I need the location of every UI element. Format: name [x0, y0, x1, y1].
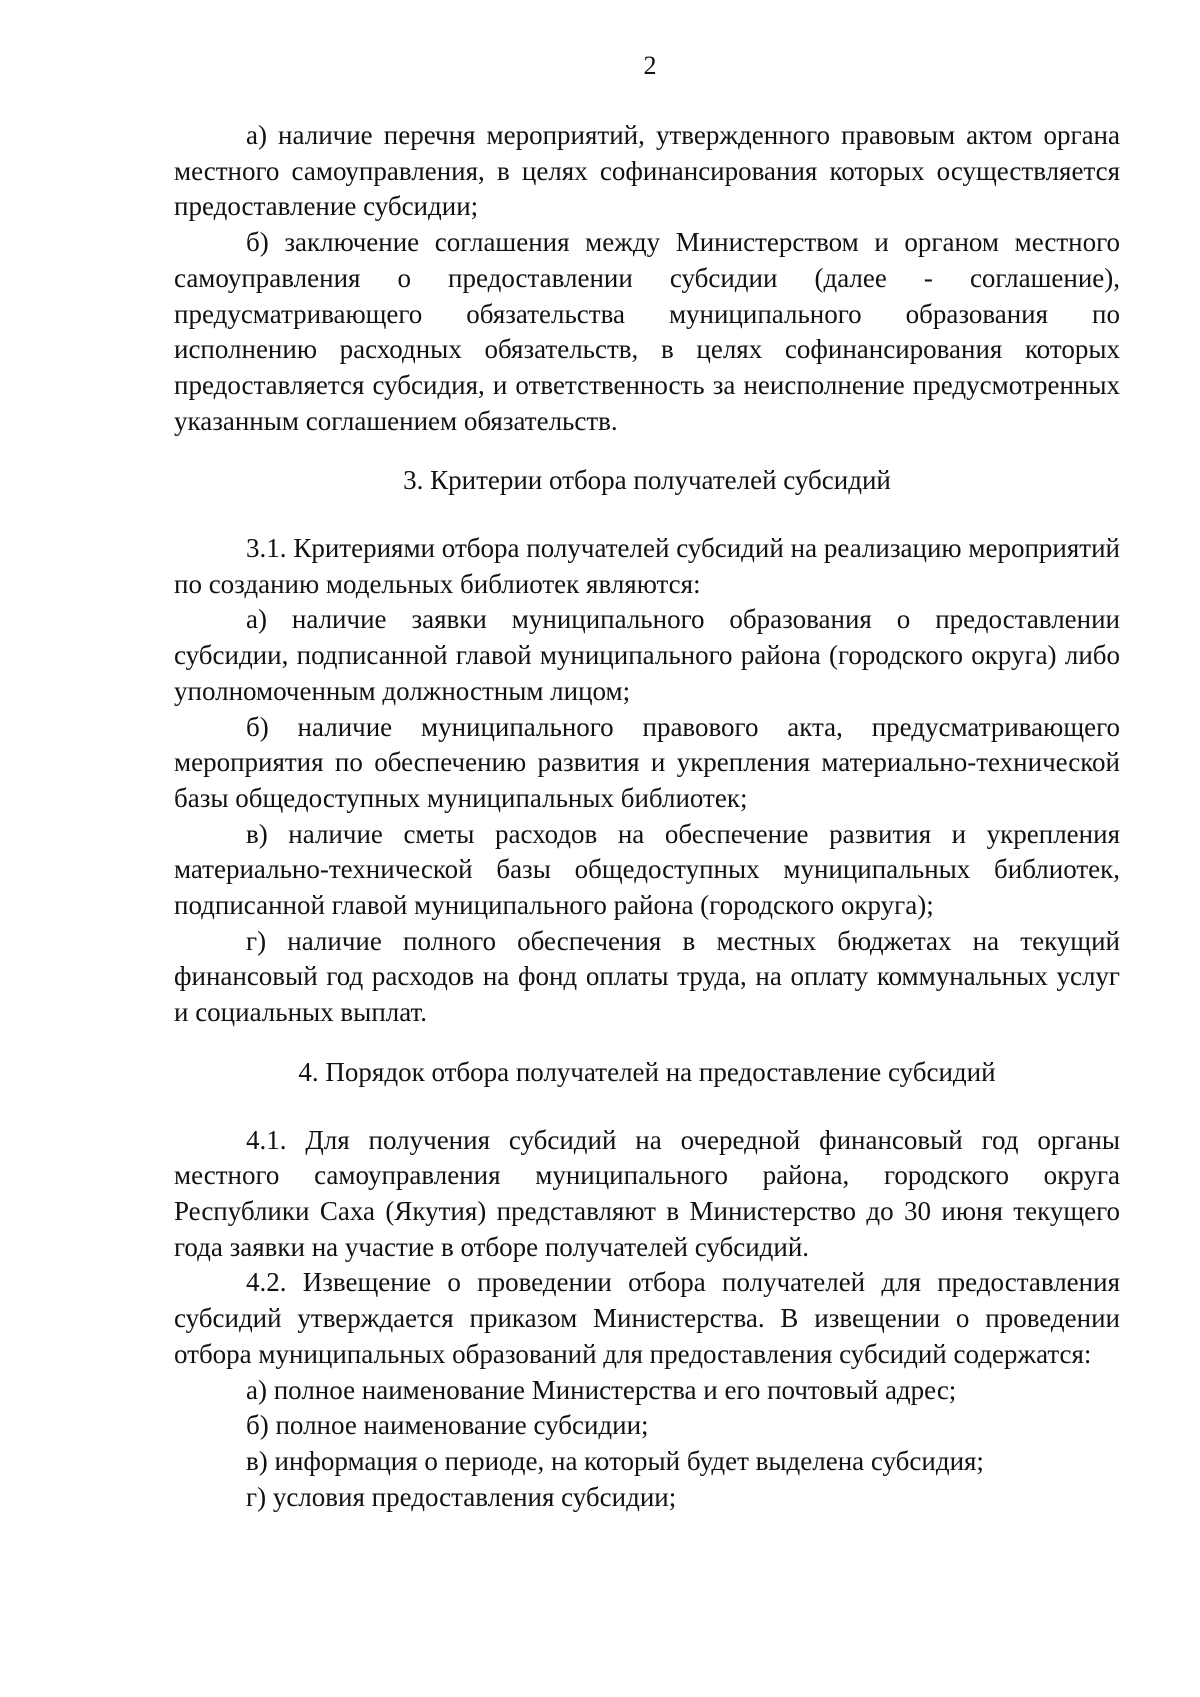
- page-number: 2: [643, 51, 657, 80]
- paragraph-4-2: 4.2. Извещение о проведении отбора получателей для предоставления субсидий утверждается приказом Министерства. В извещении о проведении отбора муниципальных образований для предоставления субсидий содержатся:: [174, 1267, 1120, 1369]
- paragraph-3-1-v: в) наличие сметы расходов на обеспечение развития и укрепления материально-технической базы общедоступных муниципальных библиотек, подписанной главой муниципального района (городского округа);: [174, 818, 1120, 921]
- paragraph-3-1-g: г) наличие полного обеспечения в местных бюджетах на текущий финансовый год расходов на фонд оплаты труда, на оплату коммунальных услуг и социальных выплат.: [174, 925, 1120, 1028]
- paragraph-3-1-b: б) наличие муниципального правового акта, предусматривающего мероприятия по обеспечению развития и укрепления материально-технической базы общедоступных муниципальных библиотек;: [174, 711, 1120, 813]
- section-3-heading: 3. Критерии отбора получателей субсидий: [403, 465, 891, 496]
- paragraph-1b: б) заключение соглашения между Министерством и органом местного самоуправления о предоставлении субсидии (далее - соглашение), предусматривающего обязательства муниципального образования по исполнению расходных обязательств, в целях софинансирования которых предоставляется субсидия, и ответственность за неисполнение предусмотренных указанным соглашением обязательств.: [174, 227, 1120, 436]
- paragraph-3-1: 3.1. Критериями отбора получателей субсидий на реализацию мероприятий по созданию модельных библиотек являются:: [174, 533, 1120, 599]
- paragraph-4-2-a: а) полное наименование Министерства и его почтовый адрес;: [246, 1374, 957, 1405]
- paragraph-4-2-v: в) информация о периоде, на который будет выделена субсидия;: [246, 1445, 984, 1476]
- section-4-heading: 4. Порядок отбора получателей на предоставление субсидий: [298, 1056, 996, 1087]
- paragraph-3-1-a: а) наличие заявки муниципального образования о предоставлении субсидии, подписанной главой муниципального района (городского округа) либо уполномоченным должностным лицом;: [174, 604, 1120, 706]
- document-body: [174, 118, 1120, 1515]
- paragraph-4-2-g: г) условия предоставления субсидии;: [246, 1481, 677, 1512]
- paragraph-4-2-b: б) полное наименование субсидии;: [246, 1410, 649, 1441]
- paragraph-4-1: 4.1. Для получения субсидий на очередной финансовый год органы местного самоуправления муниципального района, городского округа Республики Саха (Якутия) представляют в Министерство до 30 июня текущего года заявки на участие в отборе получателей субсидий.: [174, 1124, 1120, 1262]
- paragraph-1a: а) наличие перечня мероприятий, утвержденного правовым актом органа местного самоуправления, в целях софинансирования которых осуществляется предоставление субсидии;: [174, 120, 1120, 222]
